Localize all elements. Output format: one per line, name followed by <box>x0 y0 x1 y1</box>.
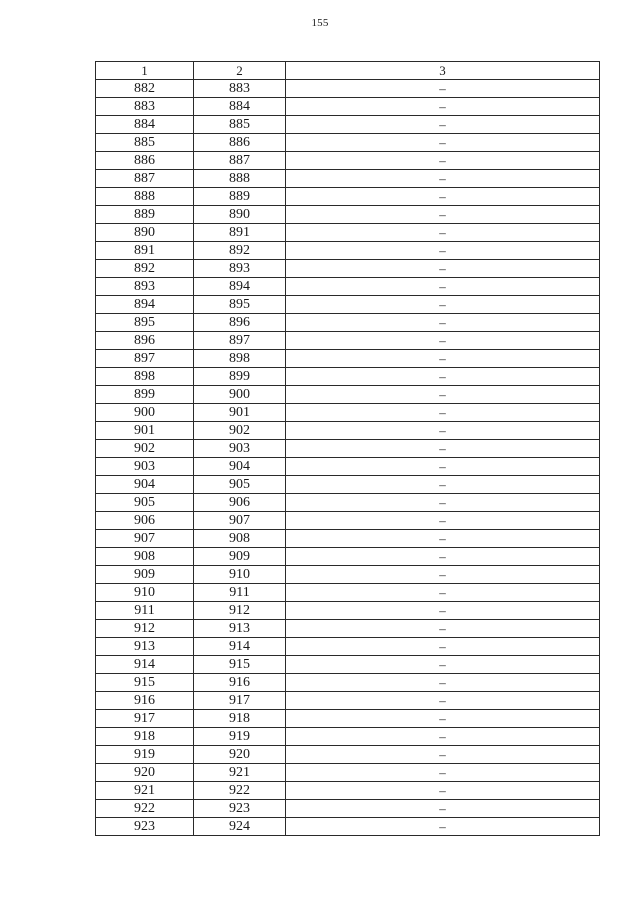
table-cell-col2: 923 <box>194 800 286 818</box>
table-row <box>96 746 600 764</box>
table-cell-col2: 895 <box>194 296 286 314</box>
table-row <box>96 584 600 602</box>
table-cell-col2: 892 <box>194 242 286 260</box>
table-row <box>96 620 600 638</box>
table-cell-col1: 883 <box>96 98 194 116</box>
table-cell-col1: 914 <box>96 656 194 674</box>
table-cell-col1: 922 <box>96 800 194 818</box>
table-row <box>96 422 600 440</box>
table-row <box>96 782 600 800</box>
table-cell-col1: 917 <box>96 710 194 728</box>
table-header <box>96 62 600 80</box>
table-cell-col3: – <box>286 620 600 638</box>
table-cell-col1: 915 <box>96 674 194 692</box>
table-cell-col3: – <box>286 584 600 602</box>
table-cell-col2: 894 <box>194 278 286 296</box>
table-cell-col3: – <box>286 494 600 512</box>
table-row <box>96 350 600 368</box>
table-row <box>96 602 600 620</box>
table-row <box>96 656 600 674</box>
table-cell-col2: 884 <box>194 98 286 116</box>
table-row <box>96 242 600 260</box>
table-cell-col1: 905 <box>96 494 194 512</box>
table-cell-col2: 910 <box>194 566 286 584</box>
table-cell-col1: 886 <box>96 152 194 170</box>
table-cell-col2: 917 <box>194 692 286 710</box>
table-row <box>96 134 600 152</box>
data-table <box>95 61 600 836</box>
table-cell-col1: 898 <box>96 368 194 386</box>
table-cell-col3: – <box>286 134 600 152</box>
table-cell-col1: 885 <box>96 134 194 152</box>
table-row <box>96 674 600 692</box>
table-cell-col1: 911 <box>96 602 194 620</box>
table-row <box>96 476 600 494</box>
table-cell-col2: 919 <box>194 728 286 746</box>
table-cell-col1: 890 <box>96 224 194 242</box>
table-cell-col2: 888 <box>194 170 286 188</box>
table-cell-col1: 921 <box>96 782 194 800</box>
table-cell-col1: 897 <box>96 350 194 368</box>
header-row <box>96 62 600 80</box>
table-cell-col3: – <box>286 314 600 332</box>
table-cell-col3: – <box>286 566 600 584</box>
table-row <box>96 638 600 656</box>
table-cell-col3: – <box>286 710 600 728</box>
table-cell-col3: – <box>286 440 600 458</box>
table-cell-col1: 896 <box>96 332 194 350</box>
table-cell-col1: 901 <box>96 422 194 440</box>
table-cell-col3: – <box>286 80 600 98</box>
table-row <box>96 458 600 476</box>
table-row <box>96 260 600 278</box>
table-row <box>96 188 600 206</box>
table-cell-col2: 905 <box>194 476 286 494</box>
table-cell-col2: 885 <box>194 116 286 134</box>
table-cell-col2: 901 <box>194 404 286 422</box>
table-cell-col3: – <box>286 98 600 116</box>
table-cell-col1: 912 <box>96 620 194 638</box>
table-cell-col2: 908 <box>194 530 286 548</box>
table-row <box>96 368 600 386</box>
table-row <box>96 404 600 422</box>
table-cell-col3: – <box>286 116 600 134</box>
table-row <box>96 548 600 566</box>
table-cell-col3: – <box>286 242 600 260</box>
table-cell-col1: 887 <box>96 170 194 188</box>
table-cell-col3: – <box>286 818 600 836</box>
table-cell-col2: 921 <box>194 764 286 782</box>
column-header-1: 1 <box>96 62 194 80</box>
table-cell-col2: 902 <box>194 422 286 440</box>
table-cell-col2: 889 <box>194 188 286 206</box>
table-cell-col3: – <box>286 764 600 782</box>
table-cell-col3: – <box>286 638 600 656</box>
table-cell-col2: 886 <box>194 134 286 152</box>
table-cell-col1: 891 <box>96 242 194 260</box>
table-row <box>96 512 600 530</box>
table-cell-col3: – <box>286 746 600 764</box>
table-cell-col3: – <box>286 458 600 476</box>
table-row <box>96 116 600 134</box>
table-row <box>96 206 600 224</box>
table-cell-col2: 918 <box>194 710 286 728</box>
table-row <box>96 386 600 404</box>
table-cell-col3: – <box>286 530 600 548</box>
table-cell-col3: – <box>286 224 600 242</box>
table-cell-col2: 911 <box>194 584 286 602</box>
table-cell-col3: – <box>286 260 600 278</box>
table-cell-col1: 900 <box>96 404 194 422</box>
table-row <box>96 98 600 116</box>
table-row <box>96 152 600 170</box>
table-body <box>96 80 600 836</box>
table-cell-col3: – <box>286 350 600 368</box>
table-row <box>96 710 600 728</box>
table-cell-col3: – <box>286 368 600 386</box>
table-cell-col3: – <box>286 332 600 350</box>
table-cell-col1: 888 <box>96 188 194 206</box>
table-cell-col1: 908 <box>96 548 194 566</box>
table-cell-col3: – <box>286 296 600 314</box>
table-cell-col2: 899 <box>194 368 286 386</box>
table-cell-col1: 919 <box>96 746 194 764</box>
table-cell-col3: – <box>286 728 600 746</box>
table-cell-col3: – <box>286 602 600 620</box>
table-cell-col2: 893 <box>194 260 286 278</box>
table-cell-col3: – <box>286 404 600 422</box>
data-table-container <box>95 61 599 836</box>
table-cell-col3: – <box>286 548 600 566</box>
table-cell-col1: 902 <box>96 440 194 458</box>
table-cell-col2: 900 <box>194 386 286 404</box>
table-cell-col2: 913 <box>194 620 286 638</box>
table-cell-col1: 910 <box>96 584 194 602</box>
table-cell-col2: 909 <box>194 548 286 566</box>
table-cell-col2: 920 <box>194 746 286 764</box>
table-cell-col3: – <box>286 152 600 170</box>
table-cell-col3: – <box>286 674 600 692</box>
table-cell-col3: – <box>286 188 600 206</box>
table-cell-col1: 906 <box>96 512 194 530</box>
table-cell-col2: 904 <box>194 458 286 476</box>
table-cell-col2: 896 <box>194 314 286 332</box>
table-cell-col3: – <box>286 206 600 224</box>
table-cell-col1: 907 <box>96 530 194 548</box>
table-cell-col2: 897 <box>194 332 286 350</box>
table-cell-col2: 898 <box>194 350 286 368</box>
table-cell-col1: 916 <box>96 692 194 710</box>
table-row <box>96 530 600 548</box>
table-cell-col1: 918 <box>96 728 194 746</box>
table-cell-col1: 889 <box>96 206 194 224</box>
table-cell-col2: 912 <box>194 602 286 620</box>
table-cell-col1: 894 <box>96 296 194 314</box>
table-cell-col1: 913 <box>96 638 194 656</box>
table-cell-col3: – <box>286 170 600 188</box>
table-cell-col3: – <box>286 386 600 404</box>
column-header-2: 2 <box>194 62 286 80</box>
table-row <box>96 818 600 836</box>
table-row <box>96 296 600 314</box>
table-cell-col3: – <box>286 800 600 818</box>
table-cell-col2: 915 <box>194 656 286 674</box>
table-row <box>96 494 600 512</box>
table-cell-col1: 904 <box>96 476 194 494</box>
table-row <box>96 278 600 296</box>
table-row <box>96 692 600 710</box>
table-cell-col2: 906 <box>194 494 286 512</box>
table-cell-col3: – <box>286 782 600 800</box>
table-row <box>96 224 600 242</box>
table-cell-col1: 920 <box>96 764 194 782</box>
table-cell-col2: 907 <box>194 512 286 530</box>
table-cell-col1: 923 <box>96 818 194 836</box>
table-cell-col2: 883 <box>194 80 286 98</box>
table-cell-col3: – <box>286 422 600 440</box>
table-row <box>96 314 600 332</box>
table-cell-col1: 895 <box>96 314 194 332</box>
table-cell-col1: 884 <box>96 116 194 134</box>
table-row <box>96 440 600 458</box>
table-cell-col3: – <box>286 692 600 710</box>
table-cell-col3: – <box>286 656 600 674</box>
table-cell-col2: 891 <box>194 224 286 242</box>
table-cell-col3: – <box>286 476 600 494</box>
table-cell-col2: 924 <box>194 818 286 836</box>
table-row <box>96 728 600 746</box>
table-row <box>96 80 600 98</box>
table-cell-col1: 893 <box>96 278 194 296</box>
table-cell-col2: 914 <box>194 638 286 656</box>
table-cell-col2: 922 <box>194 782 286 800</box>
table-cell-col3: – <box>286 278 600 296</box>
table-cell-col2: 916 <box>194 674 286 692</box>
page-number: 155 <box>311 17 329 29</box>
table-cell-col2: 890 <box>194 206 286 224</box>
table-cell-col1: 899 <box>96 386 194 404</box>
table-cell-col2: 903 <box>194 440 286 458</box>
table-row <box>96 566 600 584</box>
table-row <box>96 764 600 782</box>
table-cell-col3: – <box>286 512 600 530</box>
table-cell-col1: 903 <box>96 458 194 476</box>
table-row <box>96 170 600 188</box>
table-cell-col1: 909 <box>96 566 194 584</box>
table-cell-col1: 892 <box>96 260 194 278</box>
column-header-3: 3 <box>286 62 600 80</box>
table-cell-col2: 887 <box>194 152 286 170</box>
table-row <box>96 800 600 818</box>
table-row <box>96 332 600 350</box>
table-cell-col1: 882 <box>96 80 194 98</box>
